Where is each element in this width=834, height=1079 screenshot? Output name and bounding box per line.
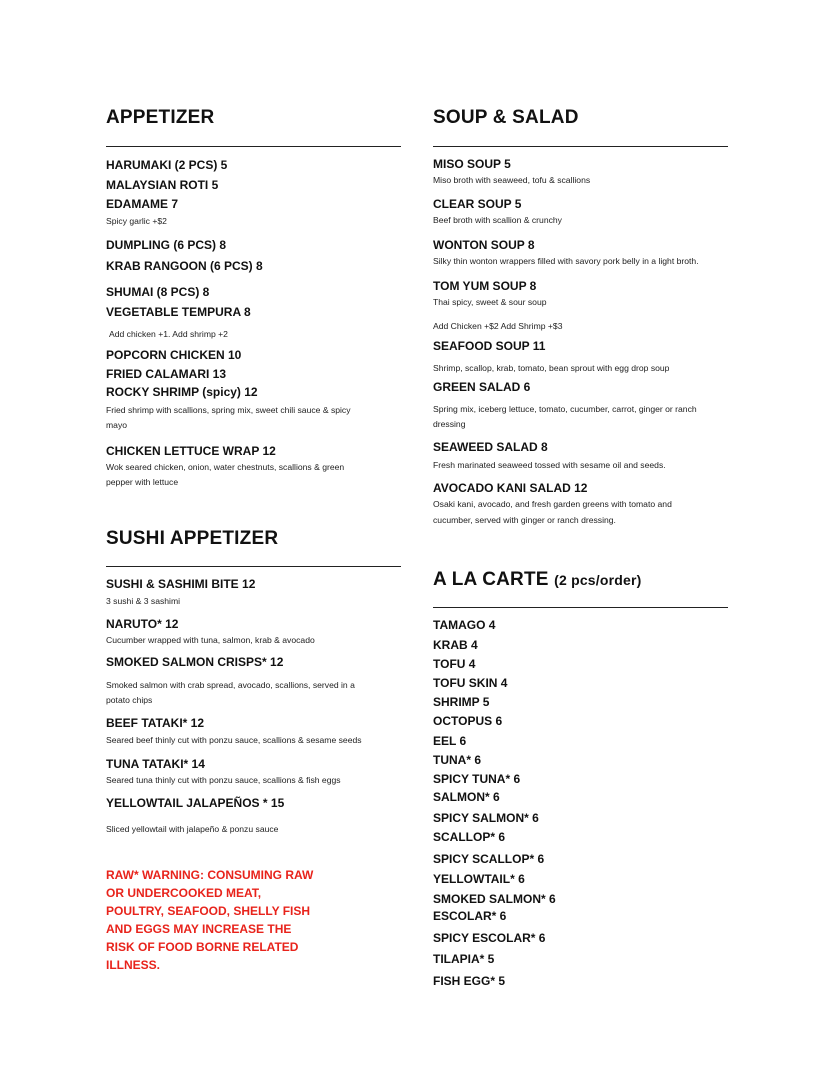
soup-salad-heading: SOUP & SALAD [433,107,579,128]
menu-item: YELLOWTAIL JALAPEÑOS * 15 [106,796,285,810]
menu-item: POPCORN CHICKEN 10 [106,348,242,362]
menu-item: EEL 6 [433,734,467,748]
menu-item: BEEF TATAKI* 12 [106,716,205,730]
menu-item-description: Seared tuna thinly cut with ponzu sauce, scallions & fish eggs [106,775,341,785]
menu-item: FISH EGG* 5 [433,974,506,988]
menu-item-description: Cucumber wrapped with tuna, salmon, krab & avocado [106,635,315,645]
menu-item: WONTON SOUP 8 [433,238,535,252]
menu-item-description: Fresh marinated seaweed tossed with sesame oil and seeds. [433,460,666,470]
a-la-carte-title: A LA CARTE [433,569,549,590]
menu-item: SPICY TUNA* 6 [433,772,521,786]
menu-item-description: Silky thin wonton wrappers filled with savory pork belly in a light broth. [433,256,699,266]
menu-item: ESCOLAR* 6 [433,909,507,923]
menu-item-description: Shrimp, scallop, krab, tomato, bean sprout with egg drop soup [433,363,670,373]
menu-item: SMOKED SALMON* 6 [433,892,556,906]
menu-item: SEAFOOD SOUP 11 [433,339,546,353]
menu-item: SMOKED SALMON CRISPS* 12 [106,655,284,669]
warning-line: ILLNESS. [106,958,161,972]
menu-item-description: dressing [433,419,466,429]
menu-item-description: Spicy garlic +$2 [106,216,167,226]
menu-item: SCALLOP* 6 [433,830,506,844]
menu-item: MALAYSIAN ROTI 5 [106,178,219,192]
raw-food-warning [106,866,336,974]
menu-item: TOM YUM SOUP 8 [433,279,537,293]
menu-item: KRAB RANGOON (6 PCS) 8 [106,259,263,273]
a-la-carte-heading [433,569,642,591]
menu-item: NARUTO* 12 [106,617,179,631]
warning-line: POULTRY, SEAFOOD, SHELLY FISH [106,904,311,918]
menu-item: GREEN SALAD 6 [433,380,531,394]
menu-item-description: Spring mix, iceberg lettuce, tomato, cucumber, carrot, ginger or ranch [433,404,697,414]
menu-item: AVOCADO KANI SALAD 12 [433,481,588,495]
menu-item: SHRIMP 5 [433,695,490,709]
warning-line: AND EGGS MAY INCREASE THE [106,922,292,936]
menu-item-description: Fried shrimp with scallions, spring mix, sweet chili sauce & spicy [106,405,351,415]
menu-item: CHICKEN LETTUCE WRAP 12 [106,444,276,458]
menu-item: OCTOPUS 6 [433,714,503,728]
menu-item-description: Beef broth with scallion & crunchy [433,215,562,225]
menu-item-description: Sliced yellowtail with jalapeño & ponzu sauce [106,824,279,834]
menu-item: SPICY ESCOLAR* 6 [433,931,546,945]
menu-item-description: Add chicken +1. Add shrimp +2 [109,329,228,339]
menu-item: TILAPIA* 5 [433,952,495,966]
menu-item-description: Smoked salmon with crab spread, avocado, scallions, served in a [106,680,355,690]
menu-item-description: pepper with lettuce [106,477,179,487]
menu-item-description: Wok seared chicken, onion, water chestnuts, scallions & green [106,462,345,472]
menu-item: ROCKY SHRIMP (spicy) 12 [106,385,258,399]
menu-item: VEGETABLE TEMPURA 8 [106,305,251,319]
menu-item: SHUMAI (8 PCS) 8 [106,285,210,299]
appetizer-heading: APPETIZER [106,107,215,128]
menu-item: SALMON* 6 [433,790,500,804]
sushi-appetizer-divider [106,566,401,567]
menu-item-description: Osaki kani, avocado, and fresh garden greens with tomato and [433,499,672,509]
a-la-carte-divider [433,607,728,608]
menu-item-description: Seared beef thinly cut with ponzu sauce, scallions & sesame seeds [106,735,362,745]
menu-item: TAMAGO 4 [433,618,496,632]
menu-item: MISO SOUP 5 [433,157,511,171]
menu-item: FRIED CALAMARI 13 [106,367,227,381]
menu-item: DUMPLING (6 PCS) 8 [106,238,227,252]
a-la-carte-subtitle: (2 pcs/order) [554,572,642,588]
menu-item: TUNA TATAKI* 14 [106,757,205,771]
appetizer-divider [106,146,401,147]
warning-line: RAW* WARNING: CONSUMING RAW [106,868,314,882]
menu-item: EDAMAME 7 [106,197,179,211]
menu-item-description: cucumber, served with ginger or ranch dressing. [433,515,616,525]
soup-salad-divider [433,146,728,147]
menu-item: YELLOWTAIL* 6 [433,872,525,886]
menu-item: TUNA* 6 [433,753,482,767]
menu-item: KRAB 4 [433,638,478,652]
menu-item: SUSHI & SASHIMI BITE 12 [106,577,256,591]
menu-item: SEAWEED SALAD 8 [433,440,548,454]
warning-line: RISK OF FOOD BORNE RELATED [106,940,299,954]
menu-item-description: mayo [106,420,128,430]
menu-item-description: Thai spicy, sweet & sour soup [433,297,547,307]
menu-item-description: Add Chicken +$2 Add Shrimp +$3 [433,321,563,331]
menu-item: SPICY SCALLOP* 6 [433,852,545,866]
menu-item: TOFU SKIN 4 [433,676,508,690]
menu-item: SPICY SALMON* 6 [433,811,539,825]
menu-item: CLEAR SOUP 5 [433,197,522,211]
menu-item-description: 3 sushi & 3 sashimi [106,596,181,606]
warning-line: OR UNDERCOOKED MEAT, [106,886,262,900]
menu-item-description: Miso broth with seaweed, tofu & scallions [433,175,591,185]
sushi-appetizer-heading: SUSHI APPETIZER [106,528,279,549]
menu-item: TOFU 4 [433,657,476,671]
menu-item-description: potato chips [106,695,153,705]
menu-item: HARUMAKI (2 PCS) 5 [106,158,228,172]
